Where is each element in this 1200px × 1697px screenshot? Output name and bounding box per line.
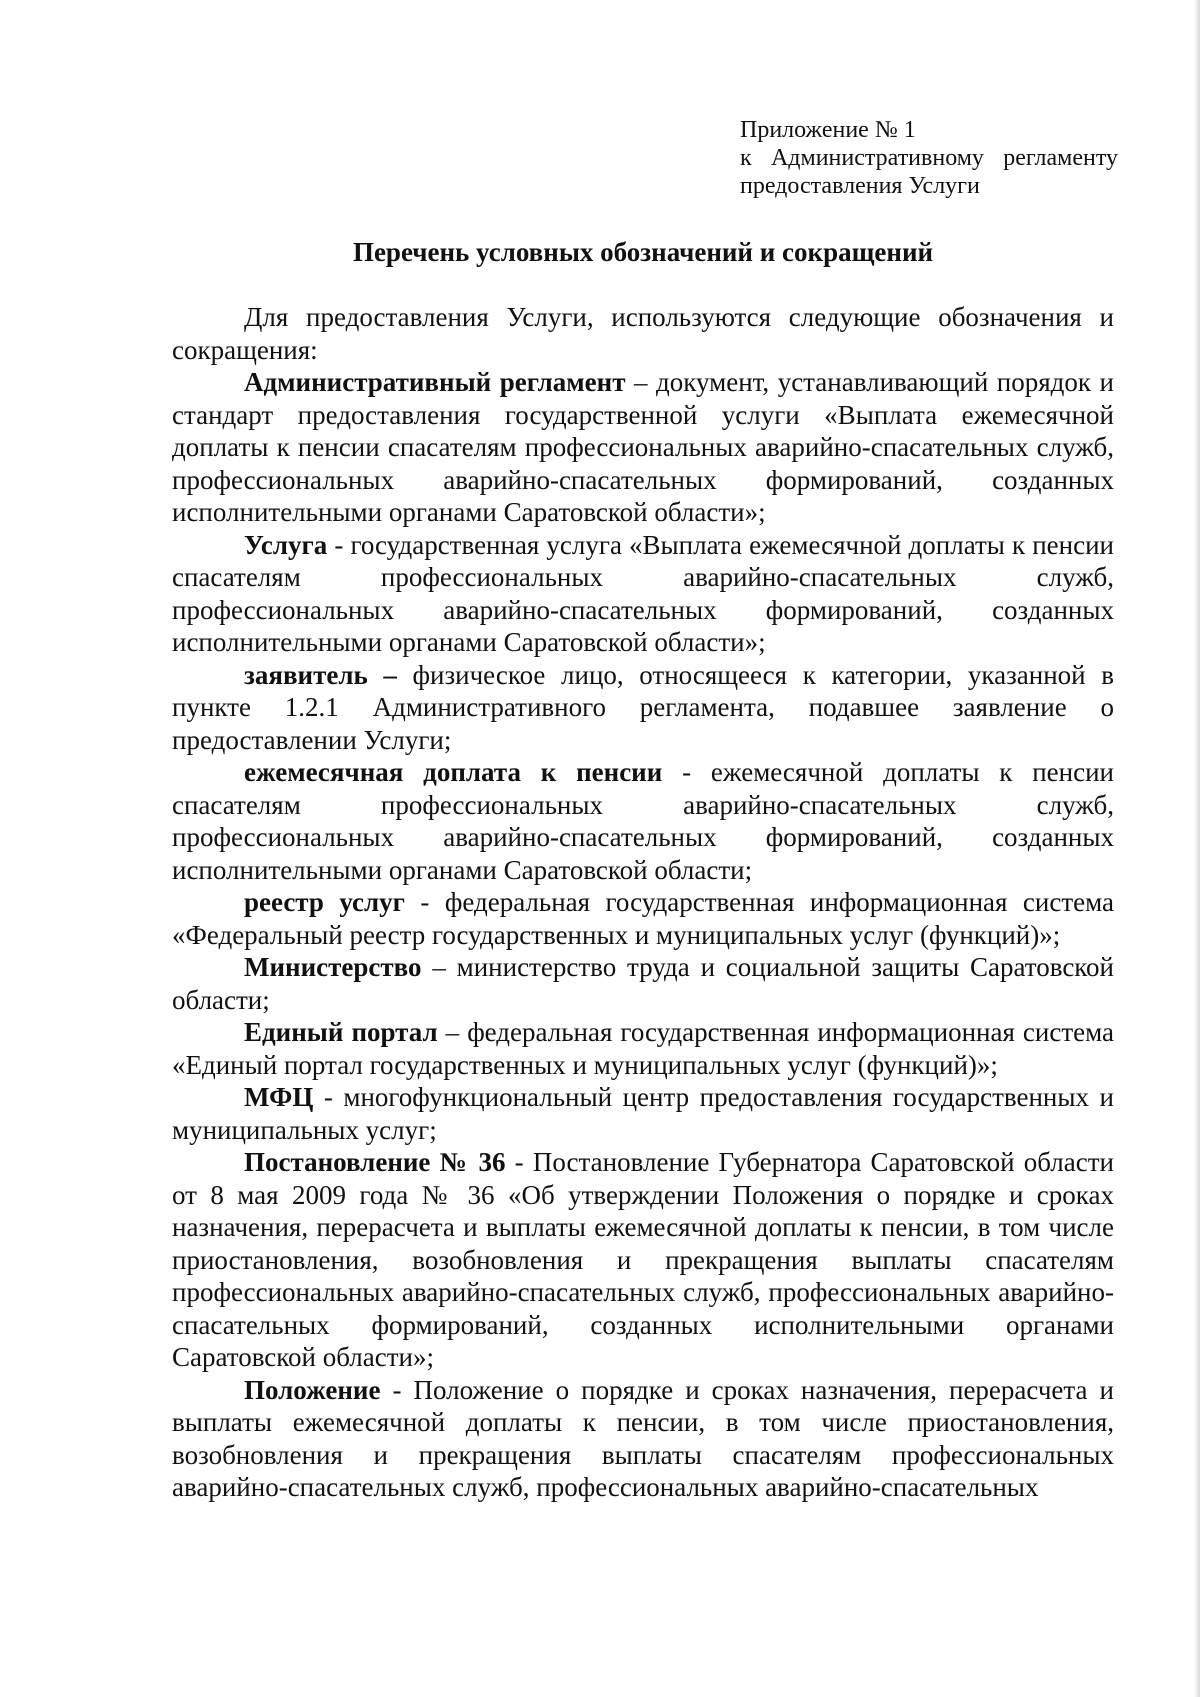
- definition-paragraph: [172, 529, 1114, 659]
- annex-subject: предоставления Услуги: [740, 173, 980, 199]
- definition-paragraph: [172, 1081, 1114, 1146]
- definition-paragraph: [172, 886, 1114, 951]
- definition-separator: –: [625, 367, 657, 397]
- annex-header: [740, 116, 1118, 200]
- definition-term: Министерство: [244, 952, 422, 982]
- definition-paragraph: [172, 951, 1114, 1016]
- definition-text: Постановление Губернатора Саратовской области от 8 мая 2009 года № 36 «Об утверждении Положения о порядке и сроках назначения, перерасчета и выплаты ежемесячной доплаты к пенсии, в том числе приостановления, возобновления и прекращения выплаты спасателям профессиональных аварийно-спасательных служб, профессиональных аварийно-спасательных формирований, созданных исполнительными органами Саратовской области»;: [172, 1147, 1114, 1372]
- definition-separator: -: [327, 529, 351, 560]
- definition-term: Постановление № 36: [244, 1147, 506, 1177]
- definition-separator: –: [421, 952, 457, 982]
- page-edge-shadow: [1194, 0, 1200, 1697]
- definition-term: Единый портал: [244, 1017, 438, 1047]
- definition-term: МФЦ: [244, 1082, 314, 1112]
- definition-separator: [397, 660, 413, 690]
- definition-separator: -: [380, 1374, 414, 1405]
- definition-text: федеральная государственная информационная система «Федеральный реестр государственных и муниципальных услуг (функций)»;: [172, 887, 1114, 950]
- definition-text: государственная услуга «Выплата ежемесячной доплаты к пенсии спасателям профессиональных аварийно-спасательных служб, профессиональных аварийно-спасательных формирований, созданных исполнительными органами Саратовской области»;: [172, 529, 1114, 657]
- definition-term: Административный регламент: [244, 367, 626, 397]
- annex-reference: к Административному регламенту: [740, 145, 1118, 171]
- definition-text: ежемесячной доплаты к пенсии спасателям профессиональных аварийно-спасательных служб, профессиональных аварийно-спасательных формирований, созданных исполнительными органами Саратовской области;: [172, 757, 1114, 885]
- definition-term: ежемесячная доплата к пенсии: [244, 757, 663, 787]
- definition-separator: -: [505, 1147, 533, 1177]
- definition-term: Услуга: [244, 529, 328, 560]
- definition-paragraph: [172, 1146, 1114, 1374]
- definition-paragraph: [172, 756, 1114, 886]
- definition-text: федеральная государственная информационная система «Единый портал государственных и муниципальных услуг (функций)»;: [172, 1017, 1114, 1080]
- definition-separator: -: [313, 1082, 344, 1112]
- definition-text: документ, устанавливающий порядок и стандарт предоставления государственной услуги «Выплата ежемесячной доплаты к пенсии спасателям профессиональных аварийно-спасательных служб, профессиональных аварийно-спасательных формирований, созданных исполнительными органами Саратовской области»;: [172, 367, 1114, 527]
- annex-number: Приложение № 1: [740, 117, 916, 143]
- definition-paragraph: [172, 659, 1114, 757]
- definition-text: многофункциональный центр предоставления государственных и муниципальных услуг;: [172, 1082, 1114, 1145]
- intro-paragraph: Для предоставления Услуги, используются следующие обозначения и сокращения:: [172, 302, 1114, 365]
- definition-separator: –: [437, 1017, 468, 1047]
- definition-text: министерство труда и социальной защиты Саратовской области;: [172, 952, 1115, 1015]
- definition-term: заявитель –: [244, 659, 397, 690]
- definition-paragraph: [172, 1374, 1114, 1504]
- definition-term: Положение: [244, 1374, 381, 1405]
- definition-text: физическое лицо, относящееся к категории, указанной в пункте 1.2.1 Административного регламента, подавшее заявление о предоставлении Услуги;: [172, 659, 1114, 755]
- definition-paragraph: [172, 1016, 1114, 1081]
- definition-separator: -: [662, 757, 711, 787]
- document-body: [172, 301, 1114, 1504]
- definition-separator: -: [404, 887, 445, 917]
- definition-text: Положение о порядке и сроках назначения, перерасчета и выплаты ежемесячной доплаты к пенсии, в том числе приостановления, возобновления и прекращения выплаты спасателям профессиональных аварийно-спасательных служб, профессиональных аварийно-спасательных: [172, 1374, 1114, 1502]
- definition-paragraph: [172, 366, 1114, 529]
- definition-term: реестр услуг: [244, 887, 405, 917]
- document-title: Перечень условных обозначений и сокращений: [352, 237, 934, 267]
